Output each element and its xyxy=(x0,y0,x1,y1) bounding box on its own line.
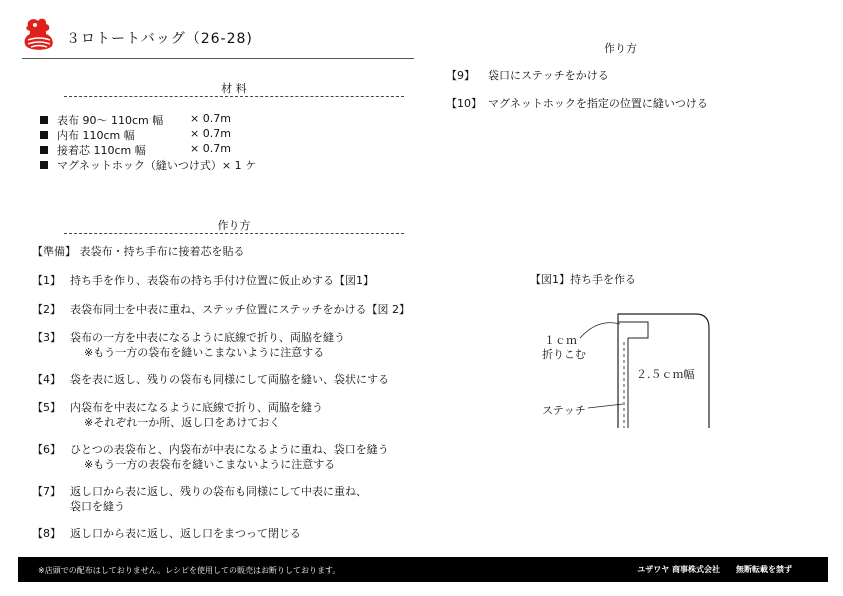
right-method-heading: 作り方 xyxy=(604,42,637,55)
step-7: 【7】 返し口から表に返し、残りの袋布も同様にして中表に重ね、 xyxy=(32,485,367,498)
method-divider xyxy=(64,233,404,234)
figure-1-label: 【図1】持ち手を作る xyxy=(530,273,636,286)
preparation-step: 【準備】 表袋布・持ち手布に接着芯を貼る xyxy=(32,245,245,258)
step-6: 【6】 ひとつの表袋布と、内袋布が中表になるように重ね、袋口を縫う xyxy=(32,443,389,456)
strap-width-label: ２.５ｃｍ幅 xyxy=(636,368,695,381)
footer-bar xyxy=(18,557,828,582)
step-10: 【10】 マグネットホックを指定の位置に縫いつける xyxy=(446,97,708,110)
step-7-continued: 袋口を縫う xyxy=(70,500,125,513)
bullet-square-icon xyxy=(40,146,48,154)
bullet-square-icon xyxy=(40,131,48,139)
page-title: ３ロトートバッグ（26-28) xyxy=(66,31,253,47)
material-item: 表布 90～ 110cm 幅 × 0.7m xyxy=(40,112,163,128)
materials-heading: 材 料 xyxy=(221,82,247,95)
materials-divider xyxy=(64,96,404,97)
bullet-square-icon xyxy=(40,116,48,124)
step-8: 【8】 返し口から表に返し、返し口をまつって閉じる xyxy=(32,527,301,540)
step-5-note: ※それぞれ一か所、返し口をあけておく xyxy=(84,416,281,429)
footer-company: ユザワヤ 商事株式会社 無断転載を禁ず xyxy=(637,565,792,574)
stitch-label: ステッチ xyxy=(542,404,586,417)
footer-notice: ※店頭での配布はしておりません。レシピを使用しての販売はお断りしております。 xyxy=(38,566,341,575)
yuzawaya-logo-icon xyxy=(22,16,56,52)
material-item: 接着芯 110cm 幅 × 0.7m xyxy=(40,142,146,158)
step-1: 【1】 持ち手を作り、表袋布の持ち手付け位置に仮止めする【図1】 xyxy=(32,274,374,287)
method-heading: 作り方 xyxy=(217,219,251,232)
fold-width-label: １ｃｍ xyxy=(544,334,577,347)
step-3-note: ※もう一方の袋布を縫いこまないように注意する xyxy=(84,346,325,359)
title-divider xyxy=(22,58,414,59)
bullet-square-icon xyxy=(40,161,48,169)
step-9: 【9】 袋口にステッチをかける xyxy=(446,69,609,82)
handle-diagram xyxy=(528,300,728,440)
step-4: 【4】 袋を表に返し、残りの袋布も同様にして両脇を縫い、袋状にする xyxy=(32,373,389,386)
step-6-note: ※もう一方の表袋布を縫いこまないように注意する xyxy=(84,458,336,471)
step-3: 【3】 袋布の一方を中表になるように底線で折り、両脇を縫う xyxy=(32,331,345,344)
step-5: 【5】 内袋布を中表になるように底線で折り、両脇を縫う xyxy=(32,401,323,414)
step-2: 【2】 表袋布同士を中表に重ね、ステッチ位置にステッチをかける【図 2】 xyxy=(32,303,411,316)
material-item: 内布 110cm 幅 × 0.7m xyxy=(40,127,135,143)
fold-in-label: 折りこむ xyxy=(542,348,586,361)
material-item: マグネットホック（縫いつけ式）× 1 ケ xyxy=(40,157,256,173)
